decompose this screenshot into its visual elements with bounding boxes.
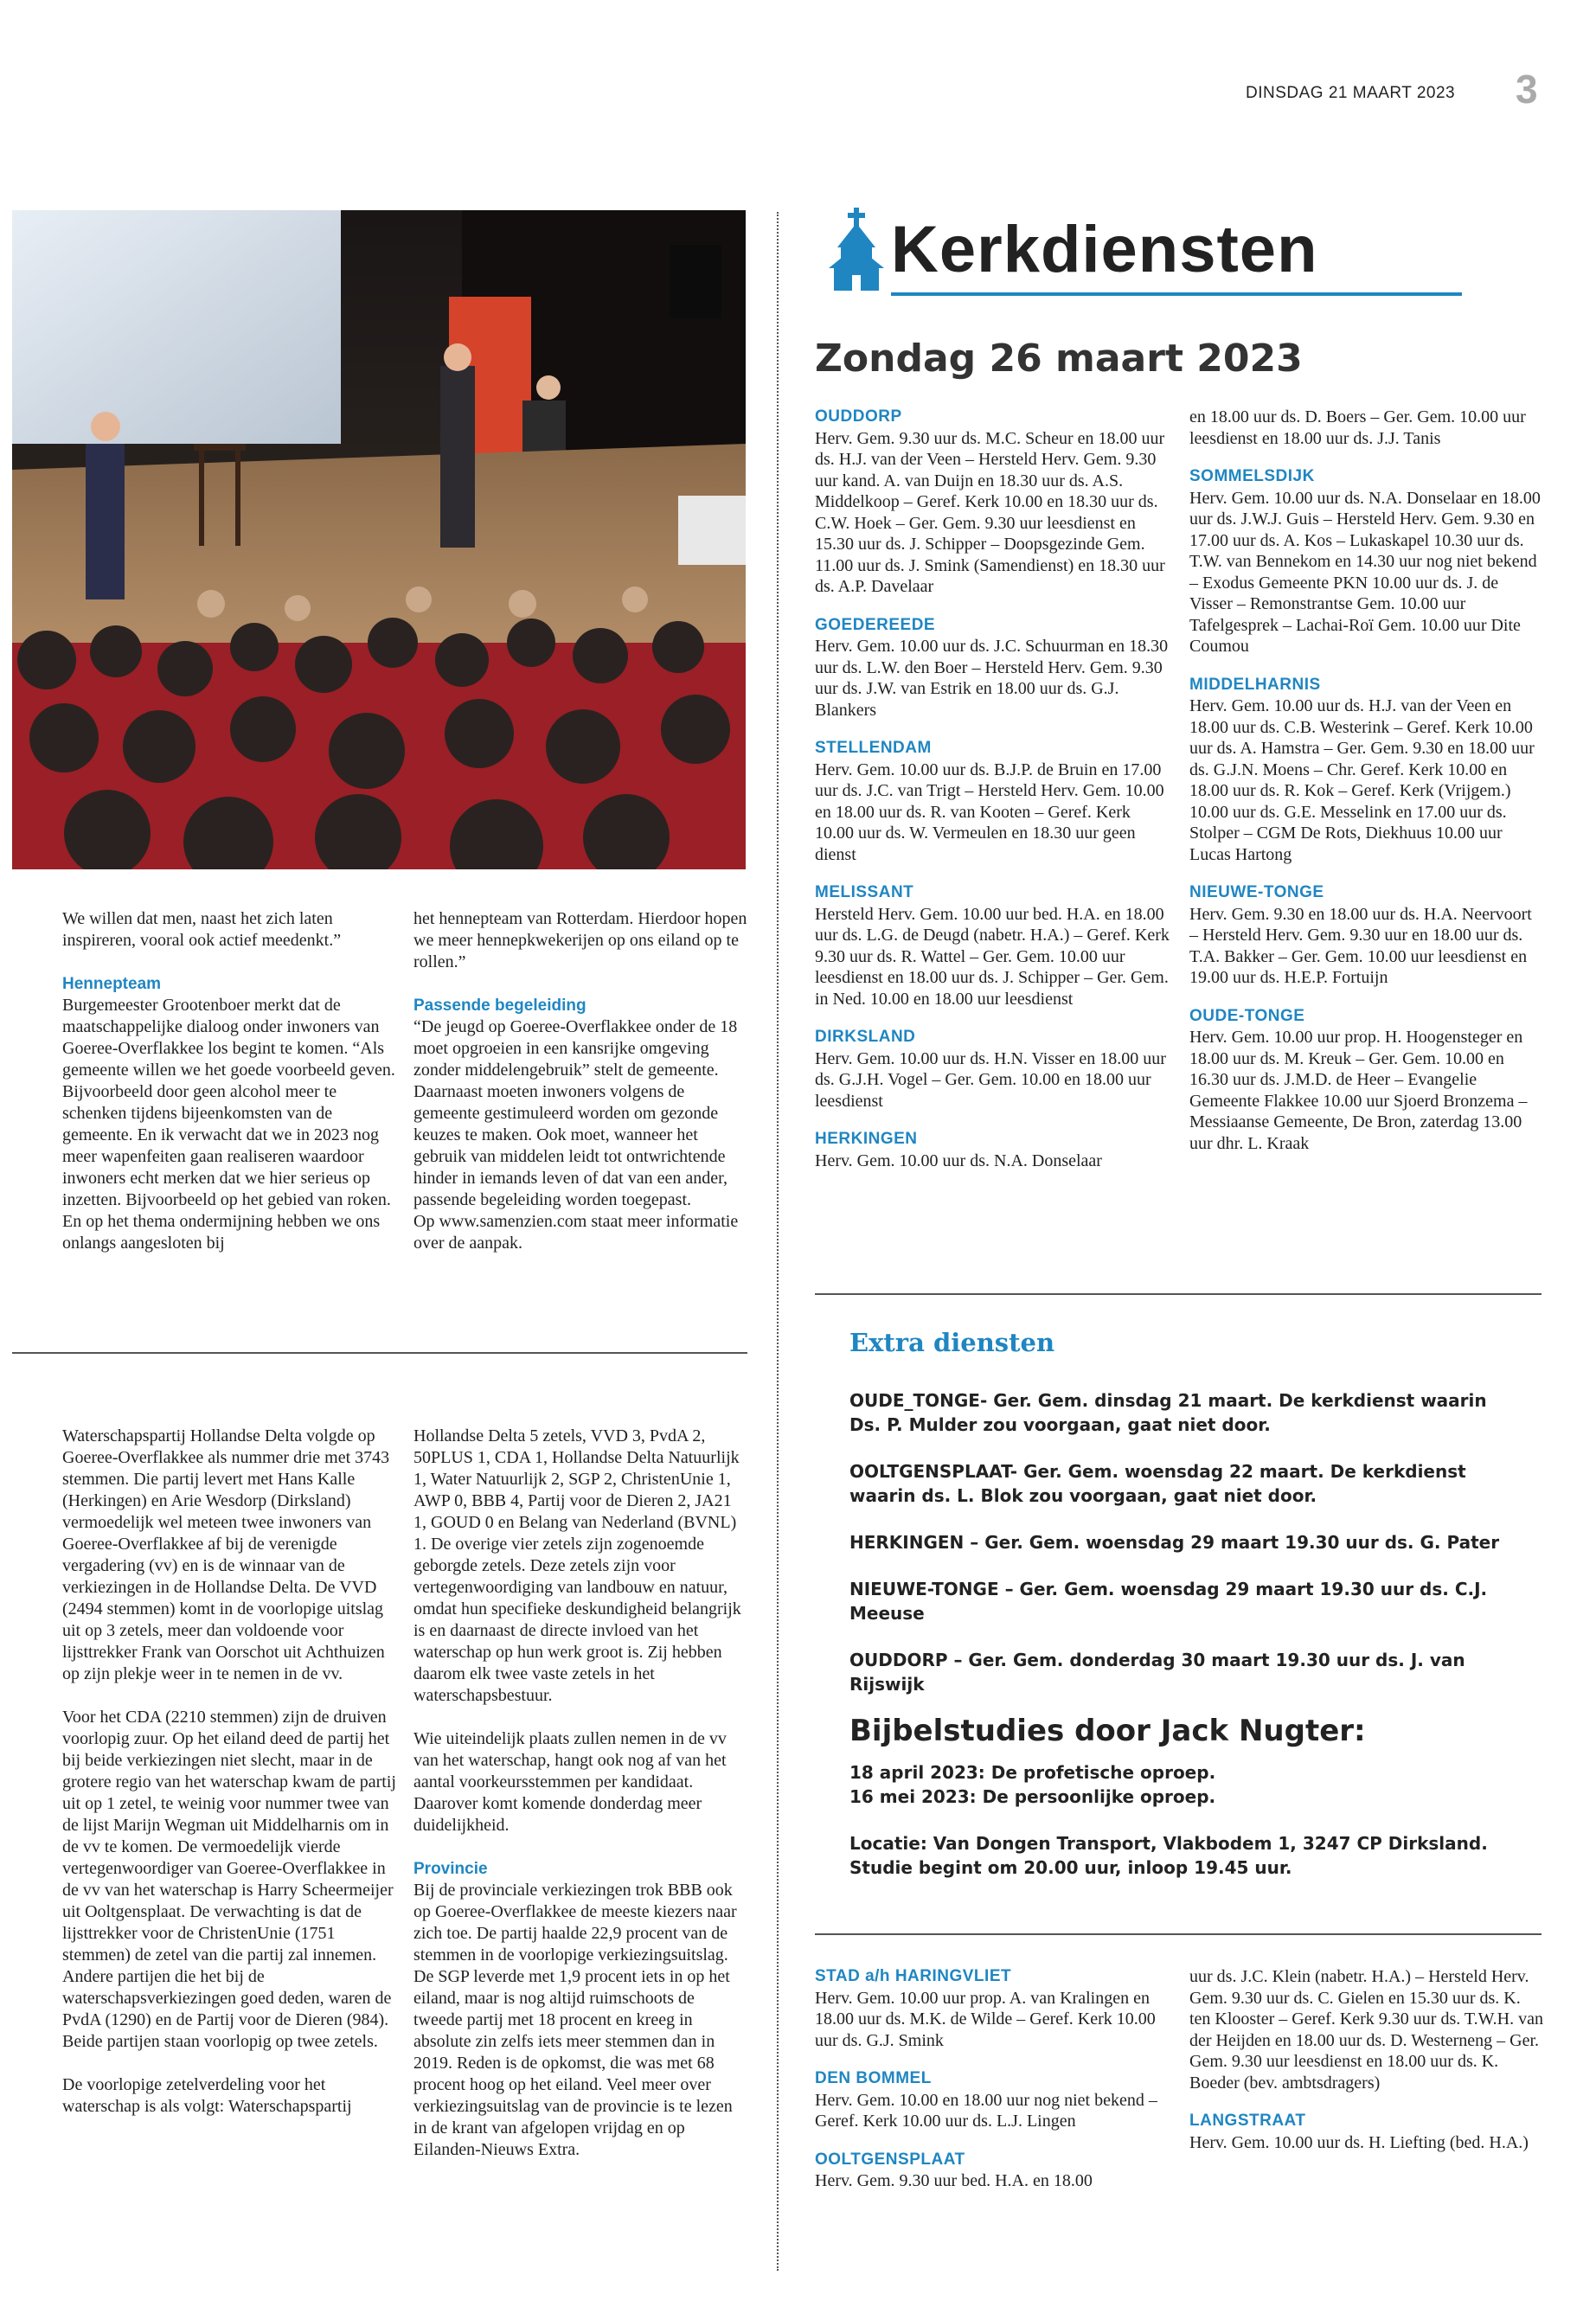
service-text: Herv. Gem. 10.00 uur ds. N.A. Donselaar en 18.00 uur ds. J.W.J. Guis – Hersteld Herv. Gem. 9.30 en 17.00 uur ds. A. Kos – Lukaskapel 10.30 uur ds. T.W. van Bennekom en 14.30 uur nog niet bekend – Exodus Gemeente PKN 10.00 uur ds. J. de Visser – Remonstrantse Gem. 10.00 uur Tafelgesprek – Lachai-Roï Gem. 10.00 uur Dite Coumou xyxy=(1189,488,1541,656)
place-name: DIRKSLAND xyxy=(815,1028,916,1046)
service-text: Herv. Gem. 10.00 uur prop. H. Hoogensteger en 18.00 uur ds. M. Kreuk – Ger. Gem. 10.00 en 16.30 uur ds. J.M.D. de Heer – Evangelie Gemeente Flakkee 10.00 uur Sjoerd Bronzema – Messiaanse Gemeente, De Bron, zaterdag 13.00 uur dhr. L. Kraak xyxy=(1189,1028,1528,1153)
article-bottom-col2 xyxy=(413,1426,747,2161)
service-text: Herv. Gem. 9.30 uur bed. H.A. en 18.00 xyxy=(815,2171,1093,2190)
service-text-continued: uur ds. J.C. Klein (nabetr. H.A.) – Hersteld Herv. Gem. 9.30 uur ds. C. Gielen en 15.30 uur ds. K. ten Klooster – Geref. Kerk 9.30 uur ds. T.W.H. van der Heijden en 18.00 uur ds. D. Westerneng – Ger. Gem. 9.30 uur leesdienst en 18.00 uur ds. K. Boeder (bev. ambtsdragers) xyxy=(1189,1967,1543,2093)
bible-study-date: 16 mei 2023: De persoonlijke oproep. xyxy=(849,1786,1216,1807)
list-item xyxy=(815,738,1170,865)
bible-study-date: 18 april 2023: De profetische oproep. xyxy=(849,1762,1216,1783)
service-date-heading: Zondag 26 maart 2023 xyxy=(815,336,1303,381)
list-item xyxy=(815,615,1170,721)
list-item xyxy=(1189,675,1544,866)
article-bottom-col1 xyxy=(62,1426,396,2118)
service-text: Herv. Gem. 10.00 uur ds. N.A. Donselaar xyxy=(815,1150,1102,1170)
service-text: Herv. Gem. 10.00 uur ds. H.J. van der Veen en 18.00 uur ds. C.B. Westerink – Geref. Kerk 10.00 uur ds. A. Hamstra – Ger. Gem. 9.30 en 18.00 uur ds. G.J.N. Moens – Chr. Geref. Kerk 10.00 en 18.00 uur ds. R. Kok – Geref. Kerk (Vrijgem.) 10.00 uur ds. G.E. Messelink en 17.00 uur ds. Stolper – CGM De Rots, Diekhuus 10.00 uur Lucas Hartong xyxy=(1189,696,1535,864)
service-text: Herv. Gem. 10.00 uur prop. A. van Kralingen en 18.00 uur ds. M.K. de Wilde – Geref. Kerk 10.00 uur ds. G.J. Smink xyxy=(815,1988,1156,2050)
paragraph: Hollandse Delta 5 zetels, VVD 3, PvdA 2, 50PLUS 1, CDA 1, Hollandse Delta Natuurlijk 1, Water Natuurlijk 2, SGP 2, ChristenUnie 1, AWP 0, BBB 4, Partij voor de Dieren 2, JA21 1, GOUD 0 en Belang van Nederland (BVNL) 1. De overige vier zetels zijn zogenoemde geborgde zetels. Deze zetels zijn voor vertegenwoordiging van landbouw en natuur, omdat hun specifieke deskundigheid belangrijk is en daarnaast de directe invloed van het waterschap op hun werk groot is. Zij hebben daarom elk twee vaste zetels in het waterschapsbestuur. xyxy=(413,1426,741,1705)
place-name: STELLENDAM xyxy=(815,739,932,757)
list-item xyxy=(1189,466,1544,657)
section-title: Kerkdiensten xyxy=(891,213,1318,286)
place-name: OUDE-TONGE xyxy=(1189,1006,1305,1025)
paragraph: het hennepteam van Rotterdam. Hierdoor hopen we meer hennepkwekerijen op ons eiland op te rollen.” xyxy=(413,909,747,971)
place-name: GOEDEREEDE xyxy=(815,615,936,634)
list-item xyxy=(815,1966,1170,2051)
list-item: OUDDORP – Ger. Gem. donderdag 30 maart 19.30 uur ds. J. van Rijswijk xyxy=(849,1650,1465,1695)
service-text: Herv. Gem. 10.00 uur ds. H.N. Visser en 18.00 uur ds. G.J.H. Vogel – Ger. Gem. 10.00 en 18.00 uur leesdienst xyxy=(815,1048,1166,1111)
section-divider xyxy=(815,1933,1542,1935)
paragraph: Bij de provinciale verkiezingen trok BBB ook op Goeree-Overflakkee de meeste kiezers naar zich toe. De partij haalde 22,9 procent van de stemmen in de voorlopige verkiezingsuitslag. De SGP leverde met 1,9 procent iets in op het eiland, maar is nog altijd ruimschoots de tweede partij met 18 procent en kreeg in absolute zin zelfs iets meer stemmen dan in 2019. Reden is de opkomst, die was met 68 procent hoog op het eiland. Veel meer over verkiezingsuitslag van de provincie is te lezen in de krant van afgelopen vrijdag en op Eilanden-Nieuws Extra. xyxy=(413,1881,737,2159)
service-text: Herv. Gem. 10.00 uur ds. B.J.P. de Bruin en 17.00 uur ds. J.C. van Trigt – Hersteld Herv. Gem. 10.00 en 18.00 uur ds. R. van Kooten – Geref. Kerk 10.00 uur ds. W. Vermeulen en 18.30 uur geen dienst xyxy=(815,760,1164,864)
list-item xyxy=(815,407,1170,598)
paragraph: Voor het CDA (2210 stemmen) zijn de druiven voorlopig zuur. Op het eiland deed de partij het bij beide verkiezingen niet slecht, maar in de grotere regio van het waterschap kwam de partij uit op 1 zetel, te weinig voor nummer twee van de lijst Marijn Wegman uit Middelharnis om in de vv te komen. De vermoedelijk vierde vertegenwoordiger van Goeree-Overflakkee in de vv van het waterschap is Harry Scheermeijer uit Ooltgensplaat. De verwachting is dat de lijsttrekker voor de ChristenUnie (1751 stemmen) de zetel van die partij zal innemen. Andere partijen die het bij de waterschapsverkiezingen goed deden, waren de PvdA (1290) en de Partij voor de Dieren (984). Beide partijen staan voorlopig op twee zetels. xyxy=(62,1708,396,2051)
extra-services-list xyxy=(849,1388,1507,1880)
list-item xyxy=(1189,1006,1544,1155)
service-text: Hersteld Herv. Gem. 10.00 uur bed. H.A. en 18.00 uur ds. L.G. de Deugd (nabetr. H.A.) – Geref. Kerk 9.30 uur ds. R. Wattel – Ger. Gem. 10.00 uur leesdienst en 18.00 uur ds. J. Schipper – Ger. Gem. in Ned. 10.00 en 18.00 uur leesdienst xyxy=(815,904,1170,1009)
paragraph: Burgemeester Grootenboer merkt dat de maatschappelijke dialoog onder inwoners van Goeree-Overflakkee los begint te komen. “Als gemeente willen we het goede voorbeeld geven. Bijvoorbeeld door geen alcohol meer te schenken tijdens bijeenkomsten van de gemeente. En ik verwacht dat we in 2023 nog meer wapenfeiten gaan realiseren waardoor inwoners echt merken dat we hier serieus op inzetten. Bijvoorbeeld op het gebied van roken. En op het thema ondermijning hebben we ons onlangs aangesloten bij xyxy=(62,996,395,1253)
section-divider xyxy=(815,1293,1542,1295)
article-left-col2 xyxy=(413,908,747,1254)
services-bottom-col1 xyxy=(815,1966,1170,2209)
bible-study-time: Studie begint om 20.00 uur, inloop 19.45 uur. xyxy=(849,1857,1292,1878)
list-item: OUDE_TONGE- Ger. Gem. dinsdag 21 maart. De kerkdienst waarin Ds. P. Mulder zou voorgaan, gaat niet door. xyxy=(849,1390,1487,1435)
place-name: NIEUWE-TONGE xyxy=(1189,883,1324,901)
service-text: Herv. Gem. 10.00 uur ds. J.C. Schuurman en 18.30 uur ds. L.W. den Boer – Hersteld Herv. Gem. 9.30 uur ds. J.W. van Estrik en 18.00 uur ds. G.J. Blankers xyxy=(815,637,1169,720)
paragraph: “De jeugd op Goeree-Overflakkee onder de 18 moet opgroeien in een kansrijke omgeving zonder middelengebruik” stelt de gemeente. Daarnaast moeten inwoners volgens de gemeente gestimuleerd worden om gezonde keuzes te maken. Ook moet, wanneer het gebruik van middelen leidt tot ontwrichtende hinder in iemands leven of dat van een ander, passende begeleiding worden toegepast. xyxy=(413,1017,738,1209)
service-text: Herv. Gem. 10.00 uur ds. H. Liefting (bed. H.A.) xyxy=(1189,2132,1529,2152)
services-bottom-col2 xyxy=(1189,1966,1544,2170)
list-item xyxy=(815,1129,1170,1171)
bible-study-location: Locatie: Van Dongen Transport, Vlakbodem 1, 3247 CP Dirksland. xyxy=(849,1833,1488,1854)
place-name: MELISSANT xyxy=(815,883,914,901)
bible-study-title: Bijbelstudies door Jack Nugter: xyxy=(849,1714,1366,1748)
paragraph: We willen dat men, naast het zich laten inspireren, vooral ook actief meedenkt.” xyxy=(62,909,342,950)
service-text: Herv. Gem. 9.30 uur ds. M.C. Scheur en 18.00 uur ds. H.J. van der Veen – Hersteld Herv. Gem. 9.30 uur kand. A. van Duijn en 18.30 uur ds. A.S. Middelkoop – Geref. Kerk 10.00 en 18.30 uur ds. C.W. Hoek – Ger. Gem. 9.30 uur leesdienst en 15.30 uur ds. J. Schipper – Doopsgezinde Gem. 11.00 uur ds. J. Smink (Samendienst) en 18.30 uur ds. A.P. Davelaar xyxy=(815,428,1165,596)
subheading: Passende begeleiding xyxy=(413,997,586,1015)
page-date: DINSDAG 21 MAART 2023 xyxy=(1246,84,1456,102)
section-divider xyxy=(12,1352,747,1354)
place-name: SOMMELSDIJK xyxy=(1189,467,1315,485)
list-item xyxy=(815,882,1170,1009)
place-name: STAD a/h HARINGVLIET xyxy=(815,1967,1012,1985)
service-text: Herv. Gem. 10.00 en 18.00 uur nog niet bekend – Geref. Kerk 10.00 uur ds. L.J. Lingen xyxy=(815,2090,1157,2131)
place-name: OOLTGENSPLAAT xyxy=(815,2150,965,2169)
church-icon xyxy=(829,208,884,295)
extra-services-title: Extra diensten xyxy=(849,1328,1055,1357)
list-item xyxy=(815,2150,1170,2192)
list-item xyxy=(815,2068,1170,2132)
subheading: Provincie xyxy=(413,1860,488,1878)
services-col2 xyxy=(1189,407,1544,1171)
list-item xyxy=(815,1027,1170,1112)
column-divider xyxy=(777,212,779,2271)
page-number: 3 xyxy=(1516,67,1538,112)
services-col1 xyxy=(815,407,1170,1189)
service-text: Herv. Gem. 9.30 en 18.00 uur ds. H.A. Neervoort – Hersteld Herv. Gem. 9.30 uur en 18.00 uur ds. T.A. Bakker – Ger. Gem. 10.00 uur leesdienst en 19.00 uur ds. H.E.P. Fortuijn xyxy=(1189,904,1532,987)
title-rule xyxy=(891,292,1462,296)
article-left-col1 xyxy=(62,908,396,1254)
place-name: DEN BOMMEL xyxy=(815,2069,932,2087)
place-name: HERKINGEN xyxy=(815,1130,918,1148)
place-name: OUDDORP xyxy=(815,407,902,426)
list-item: HERKINGEN – Ger. Gem. woensdag 29 maart 19.30 uur ds. G. Pater xyxy=(849,1532,1500,1553)
subheading: Hennepteam xyxy=(62,975,162,993)
place-name: LANGSTRAAT xyxy=(1189,2112,1306,2130)
list-item: NIEUWE-TONGE – Ger. Gem. woensdag 29 maart 19.30 uur ds. C.J. Meeuse xyxy=(849,1579,1488,1624)
paragraph: Waterschapspartij Hollandse Delta volgde op Goeree-Overflakkee als nummer drie met 3743 stemmen. Die partij levert met Hans Kalle (Herkingen) en Arie Wesdorp (Dirksland) vermoedelijk wel meteen twee inwoners van Goeree-Overflakkee af bij de verenigde vergadering (vv) en is de winnaar van de verkiezingen in de Hollandse Delta. De VVD (2494 stemmen) komt in de voorlopige uitslag uit op 3 zetels, meer dan voldoende voor lijsttrekker Frank van Oorschot uit Achthuizen op zijn plekje weer in te nemen in de vv. xyxy=(62,1426,390,1683)
paragraph: De voorlopige zetelverdeling voor het waterschap is als volgt: Waterschapspartij xyxy=(62,2075,352,2116)
list-item: OOLTGENSPLAAT- Ger. Gem. woensdag 22 maart. De kerkdienst waarin ds. L. Blok zou voorgaan, gaat niet door. xyxy=(849,1461,1466,1506)
list-item xyxy=(1189,882,1544,989)
list-item xyxy=(1189,2111,1544,2153)
paragraph: Wie uiteindelijk plaats zullen nemen in de vv van het waterschap, hangt ook nog af van het aantal voorkeursstemmen per kandidaat. Daarover komt komende donderdag meer duidelijkheid. xyxy=(413,1729,727,1835)
service-text-continued: en 18.00 uur ds. D. Boers – Ger. Gem. 10.00 uur leesdienst en 18.00 uur ds. J.J. Tanis xyxy=(1189,407,1526,448)
paragraph: Op www.samenzien.com staat meer informatie over de aanpak. xyxy=(413,1212,739,1253)
place-name: MIDDELHARNIS xyxy=(1189,675,1321,694)
event-photo xyxy=(12,210,746,869)
